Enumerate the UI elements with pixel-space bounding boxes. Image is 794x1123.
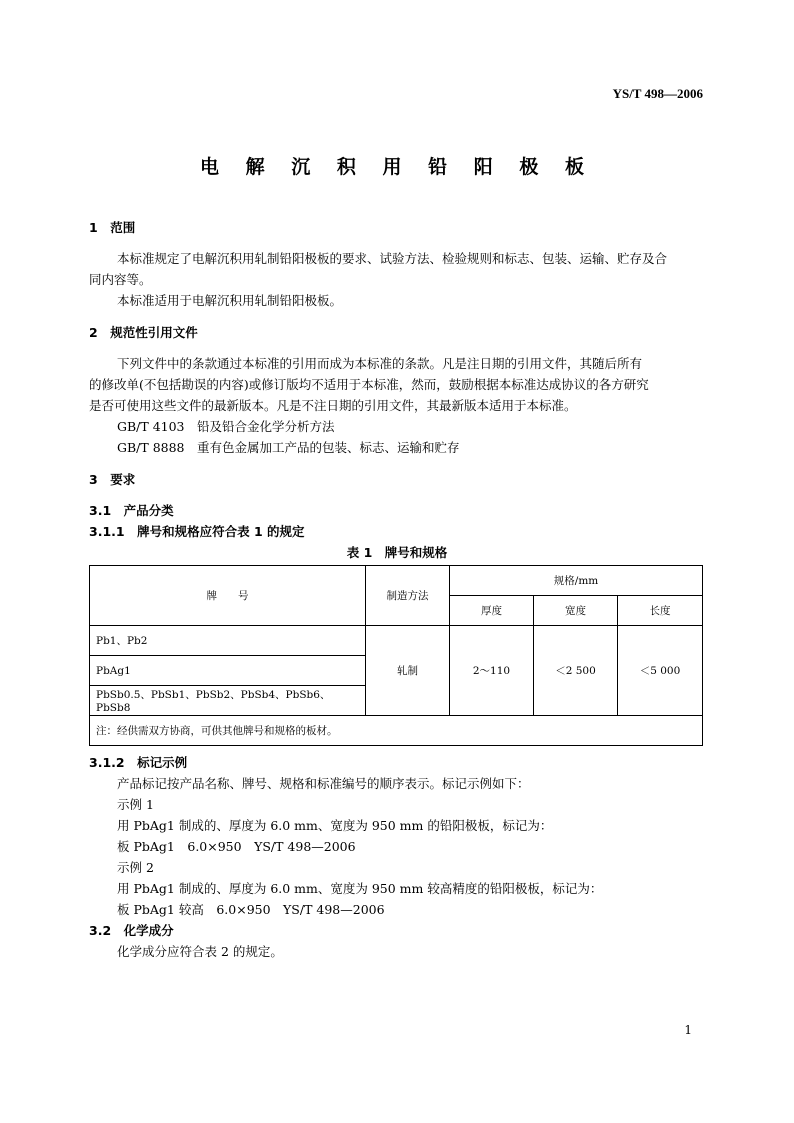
width-cell: ＜2 500 [534,626,618,716]
example-1-mark: 板 PbAg1 6.0×950 YS/T 498—2006 [117,839,356,854]
section-3-2-heading: 3.2 化学成分 [89,923,174,938]
section-1-paragraph-1b: 同内容等。 [89,272,152,287]
section-3-1-2-heading: 3.1.2 标记示例 [89,755,188,770]
reference-gbt-8888: GB/T 8888 重有色金属加工产品的包装、标志、运输和贮存 [117,440,460,455]
header-thickness: 厚度 [450,596,534,626]
length-cell: ＜5 000 [618,626,703,716]
section-3-1-2-paragraph: 产品标记按产品名称、牌号、规格和标准编号的顺序表示。标记示例如下： [117,776,530,791]
section-3-1-1-heading: 3.1.1 牌号和规格应符合表 1 的规定 [89,524,305,539]
thickness-cell: 2～110 [450,626,534,716]
header-length: 长度 [618,596,703,626]
reference-gbt-4103: GB/T 4103 铅及铅合金化学分析方法 [117,419,335,434]
section-2-paragraph-1b: 的修改单(不包括勘误的内容)或修订版均不适用于本标准，然而，鼓励根据本标准达成协议的各方研究 [89,377,649,392]
header-method: 制造方法 [366,566,450,626]
table-1-caption: 表 1 牌号和规格 [346,545,448,560]
document-title: 电 解 沉 积 用 铅 阳 极 板 [200,156,594,178]
header-spec: 规格/mm [450,566,703,596]
section-2-heading: 2 规范性引用文件 [89,325,198,340]
example-2-text: 用 PbAg1 制成的、厚度为 6.0 mm、宽度为 950 mm 较高精度的铅阳极板，标记为： [117,881,603,896]
section-3-2-paragraph: 化学成分应符合表 2 的规定。 [117,944,283,959]
table-1 [89,565,703,746]
grade-cell: Pb1、Pb2 [90,626,366,656]
section-2-paragraph-1a: 下列文件中的条款通过本标准的引用而成为本标准的条款。凡是注日期的引用文件，其随后所有 [117,356,643,371]
header-grade: 牌 号 [90,566,366,626]
section-2-paragraph-1c: 是否可使用这些文件的最新版本。凡是不注日期的引用文件，其最新版本适用于本标准。 [89,398,577,413]
example-2-label: 示例 2 [117,860,154,875]
section-1-paragraph-2: 本标准适用于电解沉积用轧制铅阳极板。 [117,293,343,308]
example-1-label: 示例 1 [117,797,154,812]
example-1-text: 用 PbAg1 制成的、厚度为 6.0 mm、宽度为 950 mm 的铅阳极板，标记为： [117,818,553,833]
section-3-1-heading: 3.1 产品分类 [89,503,174,518]
grade-cell: PbAg1 [90,656,366,686]
section-3-heading: 3 要求 [89,472,136,487]
header-width: 宽度 [534,596,618,626]
standard-number: YS/T 498—2006 [612,86,703,101]
table-note: 注：经供需双方协商，可供其他牌号和规格的板材。 [90,716,703,746]
section-1-paragraph-1a: 本标准规定了电解沉积用轧制铅阳极板的要求、试验方法、检验规则和标志、包装、运输、贮存及合 [117,251,668,266]
page-number: 1 [684,1023,692,1037]
table-row [90,626,703,656]
method-cell: 轧制 [366,626,450,716]
grade-cell: PbSb0.5、PbSb1、PbSb2、PbSb4、PbSb6、PbSb8 [90,686,366,716]
example-2-mark: 板 PbAg1 较高 6.0×950 YS/T 498—2006 [117,902,385,917]
section-1-heading: 1 范围 [89,220,136,235]
